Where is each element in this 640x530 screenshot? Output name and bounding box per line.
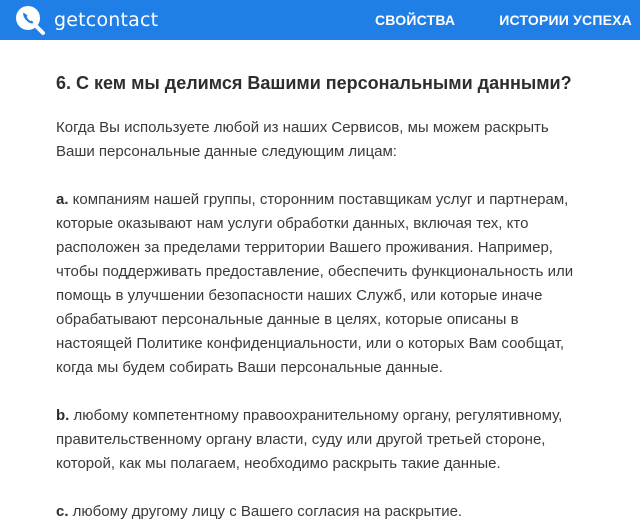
- main-nav: [375, 0, 640, 40]
- top-navigation-bar: [0, 0, 640, 40]
- getcontact-logo[interactable]: [14, 4, 158, 36]
- list-item-b: [56, 404, 585, 476]
- item-marker: c.: [56, 503, 69, 520]
- list-item-a: [56, 188, 585, 380]
- logo-text: getcontact: [54, 9, 159, 31]
- item-text: любому компетентному правоохранительному органу, регулятивному, правительственному органу власти, суду или другой третьей стороне, которой, как мы полагаем, необходимо раскрыть такие данные.: [56, 407, 563, 472]
- nav-link-features[interactable]: СВОЙСТВА: [374, 12, 456, 28]
- section-intro: Когда Вы используете любой из наших Сервисов, мы можем раскрыть Ваши персональные данные следующим лицам:: [56, 119, 549, 160]
- item-marker: a.: [56, 191, 69, 208]
- privacy-policy-content: [0, 72, 640, 524]
- nav-link-success-stories[interactable]: ИСТОРИИ УСПЕХА: [499, 12, 632, 28]
- item-text: компаниям нашей группы, сторонним поставщикам услуг и партнерам, которые оказывают нам услуги обработки данных, включая тех, кто расположен за пределами территории Вашего проживания. Например, чтобы поддерживать предоставление, обеспечить функциональность или помощь в улучшении безопасности наших Служб, или которые иначе обрабатывают персональные данные в целях, которые описаны в настоящей Политике конфиденциальности, или о которых Вам сообщат, когда мы будем собирать Ваши персональные данные.: [56, 191, 574, 376]
- item-text: любому другому лицу с Вашего согласия на раскрытие.: [68, 503, 463, 520]
- section-title: 6. С кем мы делимся Вашими персональными данными?: [56, 73, 572, 93]
- list-item-c: [56, 500, 585, 524]
- item-marker: b.: [56, 407, 70, 424]
- phone-search-logo-icon: [14, 4, 46, 36]
